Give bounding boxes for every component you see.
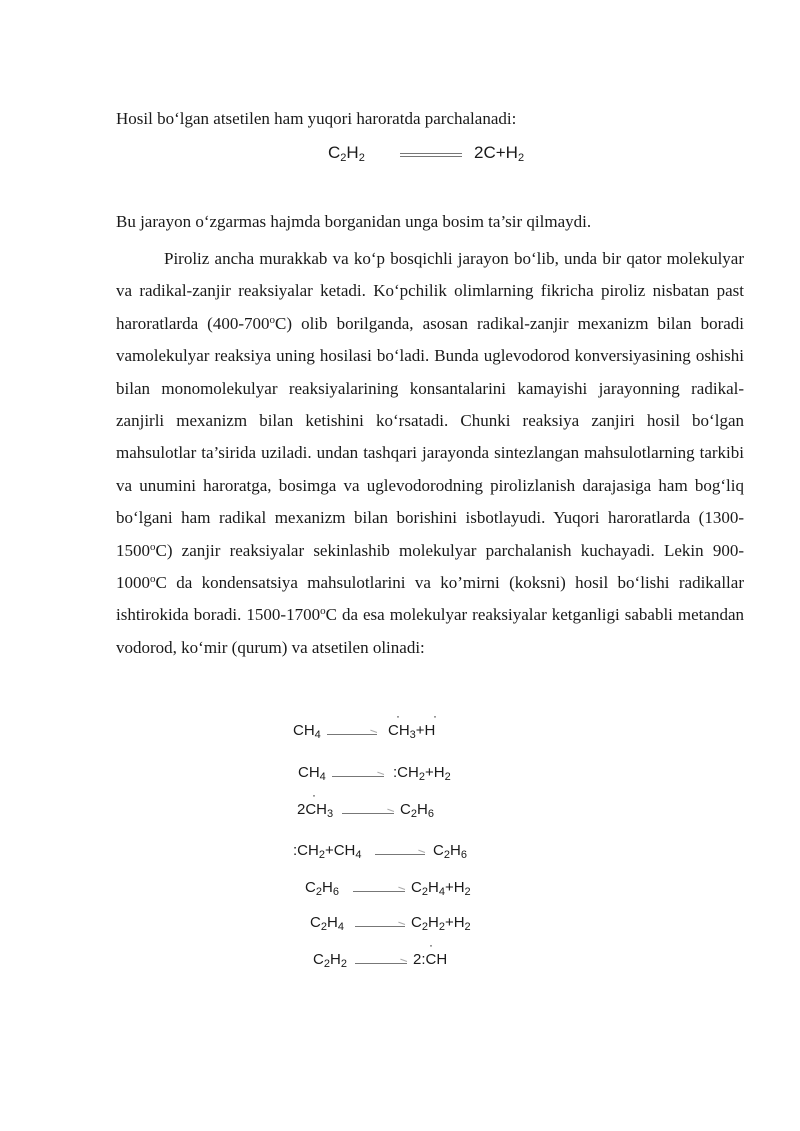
reaction-arrow xyxy=(327,734,377,735)
reaction-arrow xyxy=(355,963,407,964)
document-page: Hosil bo‘lgan atsetilen ham yuqori haroratda parchalanadi: $C_2H_2$ $2C+H_2$ Bu jarayon o‘zgarmas hajmda borganidan unga bosim ta’sir qilmaydi. Piroliz ancha murakkab va ko‘p bosqichli jarayon bo‘lib, unda bir qator molekulyar va radikal-zanjir reaksiyalar ketadi. Ko‘pchilik olimlarning fikricha piroliz nisbatan past haroratlarda (400-700$^o$C) olib borilganda, asosan radikal-zanjir mexanizm bilan boradi vamolekulyar reaksiya uning hosilasi bo‘ladi. Bunda uglevodorod konversiyasining oshishi bilan monomolekulyar reaksiyalarining konsantalarini kamayishi jarayonning radikal-zanjirli mexanizm bilan ketishini ko‘rsatadi. Chunki reaksiya zanjiri hosil bo‘lgan mahsulotlar ta’sirida uziladi. undan tashqari jarayonda sintezlangan mahsulotlarning tarkibi va unumini haroratga, bosimga va uglevodorodning pirolizlanish darajasiga ham bog‘liq bo‘lgani ham radikal mexanizm bilan borishini isbotlayudi. Yuqori haroratlarda (1300-1500$^o$C) zanjir reaksiyalar sekinlashib molekulyar parchalanish kuchayadi. Lekin 900-1000$^o$C da kondensatsiya mahsulotlarini va ko’mirni (koksni) hosil bo‘lishi radikallar ishtirokida boradi. 1500-1700$^o$C da esa molekulyar reaksiyalar ketganligi sababli metandan vodorod, ko‘mir (qurum) va atsetilen olinadi: $CH_4$ $CH_3+H$ · · $CH_4$ $:CH_2+H_2$ $2CH_3$ $C_2H_6$ · $:CH_2+CH_4$ $C_2H_6$ $C_2H_6$ $C_2H_4+H_2$ $C_2H_4$ $C_2H_2+H_2$ $C_2H_2$ 2:CH · xyxy=(116,109,744,970)
intro-line: Hosil bo‘lgan atsetilen ham yuqori haroratda parchalanadi: xyxy=(116,109,517,128)
radical-dot: · xyxy=(396,709,400,723)
acetylene-decomposition-equation xyxy=(328,143,525,164)
reactant-c2h2: $C_2H_2$ xyxy=(328,143,365,164)
reaction-arrow xyxy=(332,776,384,777)
equilibrium-arrow xyxy=(400,153,462,158)
reaction-arrow xyxy=(353,891,405,892)
reaction-arrow xyxy=(355,926,405,927)
radical-dot: · xyxy=(312,788,316,802)
reaction-arrow xyxy=(342,813,394,814)
reaction-arrow xyxy=(375,854,425,855)
radical-dot: · xyxy=(433,709,437,723)
body-paragraph: Piroliz ancha murakkab va ko‘p bosqichli jarayon bo‘lib, unda bir qator molekulyar va radikal-zanjir reaksiyalar ketadi. Ko‘pchilik olimlarning fikricha piroliz nisbatan past haroratlarda (400-700$^o$C) olib borilganda, asosan radikal-zanjir mexanizm bilan boradi vamolekulyar reaksiya uning hosilasi bo‘ladi. Bunda uglevodorod konversiyasining oshishi bilan monomolekulyar reaksiyalarining konsantalarini kamayishi jarayonning radikal-zanjirli mexanizm bilan ketishini ko‘rsatadi. Chunki reaksiya zanjiri hosil bo‘lgan mahsulotlar ta’sirida uziladi. undan tashqari jarayonda sintezlangan mahsulotlarning tarkibi va unumini haroratga, bosimga va uglevodorodning pirolizlanish darajasiga ham bog‘liq bo‘lgani ham radikal mexanizm bilan borishini isbotlayudi. Yuqori haroratlarda (1300-1500$^o$C) zanjir reaksiyalar sekinlashib molekulyar parchalanish kuchayadi. Lekin 900-1000$^o$C da kondensatsiya mahsulotlarini va ko’mirni (koksni) hosil bo‘lishi radikallar ishtirokida boradi. 1500-1700$^o$C da esa molekulyar reaksiyalar ketganligi sababli metandan vodorod, ko‘mir (qurum) va atsetilen olinadi: xyxy=(116,249,744,657)
radical-dot: · xyxy=(429,938,433,952)
pressure-note: Bu jarayon o‘zgarmas hajmda borganidan unga bosim ta’sir qilmaydi. xyxy=(116,212,592,231)
product-2c-h2: $2C+H_2$ xyxy=(474,143,525,164)
